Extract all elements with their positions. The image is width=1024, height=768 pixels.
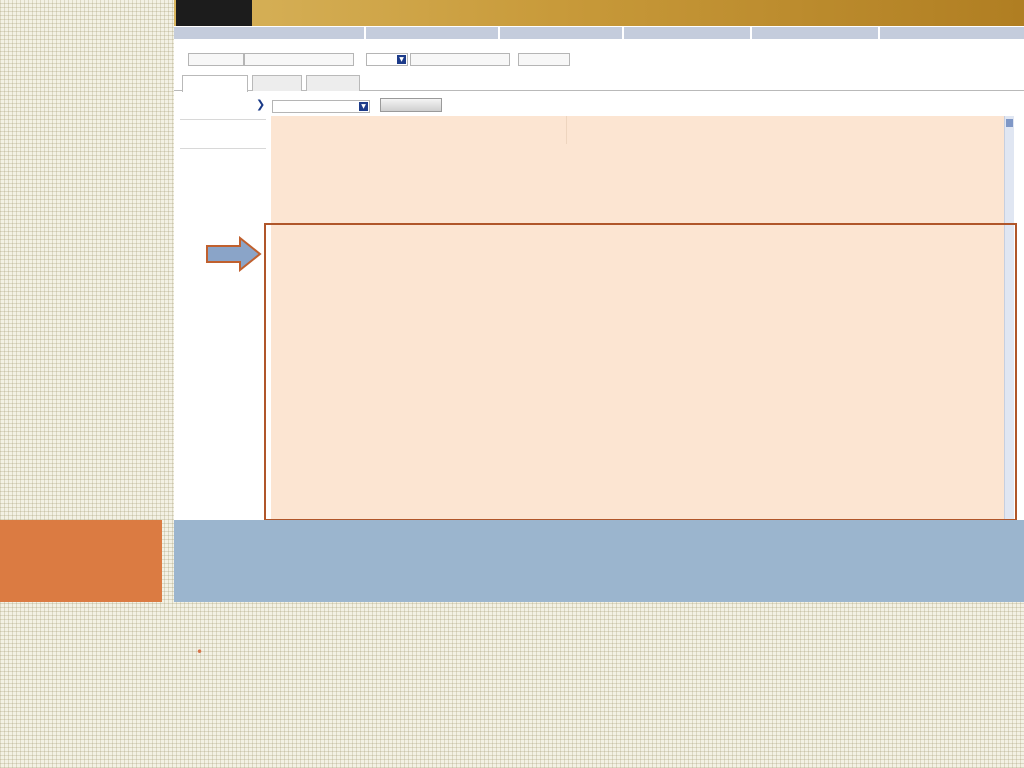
tab-gpa-calc[interactable] xyxy=(306,75,360,91)
chevron-right-icon: ❯ xyxy=(256,98,266,111)
nav-help[interactable] xyxy=(624,27,750,39)
accent-band xyxy=(0,520,162,602)
sidebar-divider xyxy=(180,119,266,120)
format-select[interactable] xyxy=(272,100,370,113)
banner xyxy=(174,0,1024,26)
worksheet-panel xyxy=(271,116,1014,520)
last-audit-field xyxy=(518,53,570,66)
tab-bar xyxy=(174,74,1024,91)
name-field xyxy=(244,53,354,66)
nav-back-to-self-service[interactable] xyxy=(174,27,364,39)
title-band xyxy=(174,520,1024,602)
chevron-down-icon: ▼ xyxy=(397,55,406,64)
chevron-down-icon: ▼ xyxy=(359,102,368,111)
bullet-marker: • xyxy=(196,645,204,659)
column-divider xyxy=(566,116,567,144)
nav-faq[interactable] xyxy=(500,27,622,39)
left-sidebar xyxy=(174,92,266,520)
worksheet-scrollbar[interactable] xyxy=(1004,116,1014,520)
student-info-panel xyxy=(174,40,1024,72)
tab-planner[interactable] xyxy=(252,75,302,91)
major-field xyxy=(410,53,510,66)
nav-print[interactable] xyxy=(752,27,878,39)
degree-select[interactable] xyxy=(366,53,408,66)
top-navbar xyxy=(174,27,1024,39)
view-button[interactable] xyxy=(380,98,442,112)
sidebar-divider xyxy=(180,148,266,149)
tab-worksheets[interactable] xyxy=(182,75,248,92)
student-id-field xyxy=(188,53,244,66)
degreeworks-screenshot xyxy=(174,0,1024,520)
scroll-up-icon[interactable] xyxy=(1006,119,1013,127)
callout-arrow-icon xyxy=(206,236,262,272)
university-logo xyxy=(176,0,252,26)
nav-log-out[interactable] xyxy=(880,27,1024,39)
nav-portal[interactable] xyxy=(366,27,498,39)
